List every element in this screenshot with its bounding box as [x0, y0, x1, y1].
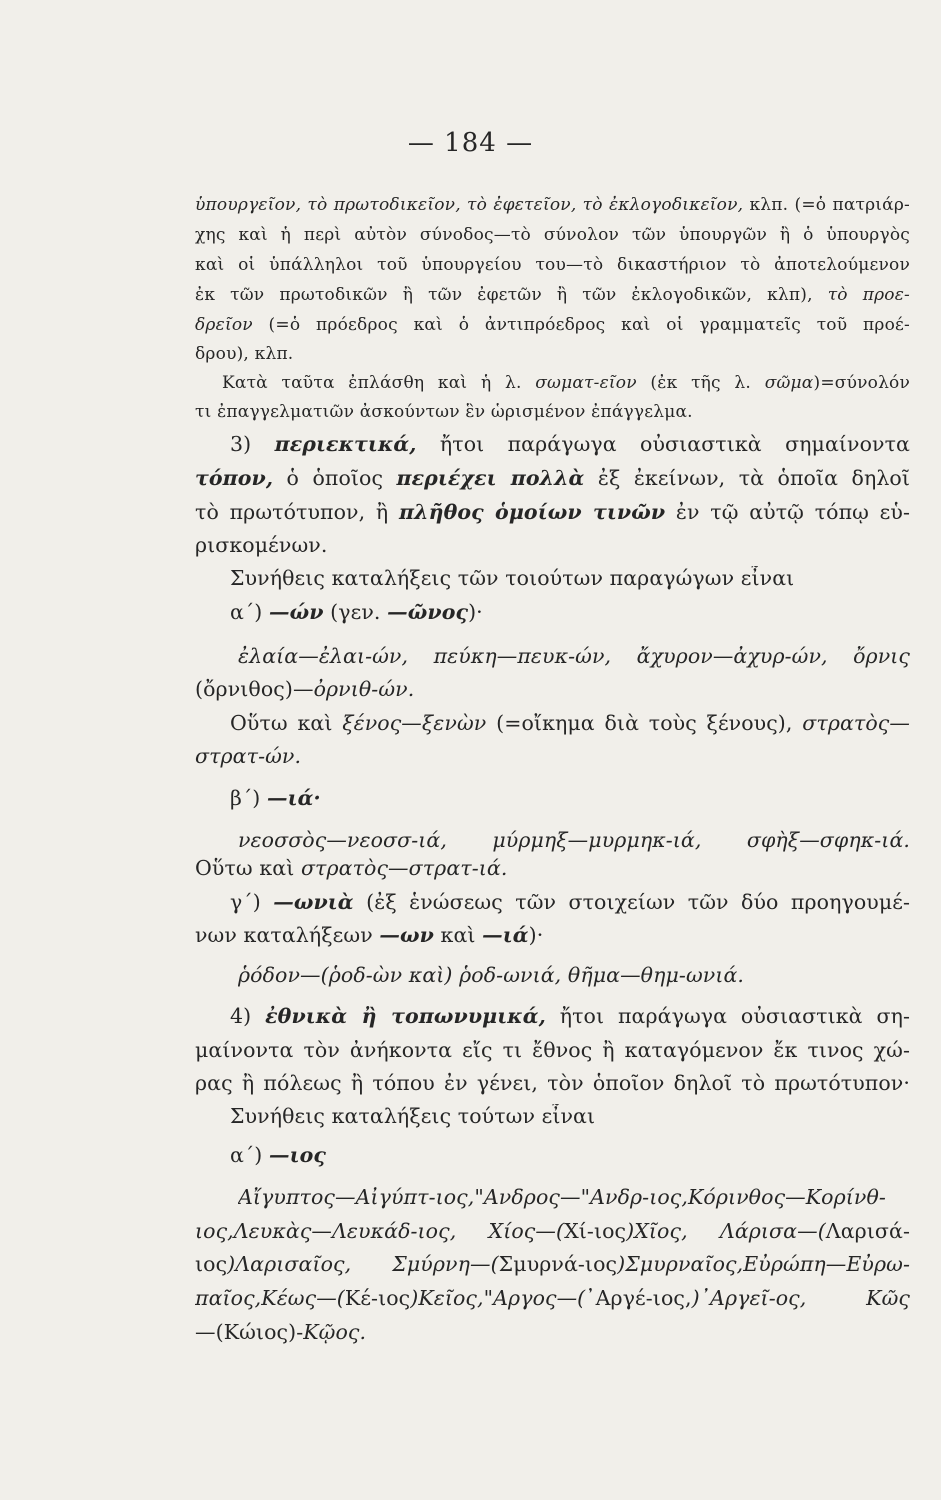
- text-line: Αἴγυπτος—Αἰγύπτ-ιος,"Ανδρος—"Ανδρ-ιος,Κόρινθος—Κορίνθ-: [238, 1185, 886, 1209]
- text-line: νων καταλήξεων —ων καὶ —ιά)·: [195, 923, 544, 947]
- text-line: χης καὶ ἡ περὶ αὐτὸν σύνοδος—τὸ σύνολον τῶν ὑπουργῶν ἢ ὁ ὑπουργὸς: [195, 225, 910, 245]
- text-line: γ΄) —ωνιὰ (ἐξ ἑνώσεως τῶν στοιχείων τῶν δύο προηγουμέ-: [230, 890, 910, 914]
- text-line: 3) περιεκτικά, ἤτοι παράγωγα οὐσιαστικὰ σημαίνοντα: [230, 432, 910, 456]
- text-line: ἐκ τῶν πρωτοδικῶν ἢ τῶν ἐφετῶν ἢ τῶν ἐκλογοδικῶν, κλπ), τὸ προε-: [195, 285, 910, 305]
- text-line: δρεῖον (=ὁ πρόεδρος καὶ ὁ ἀντιπρόεδρος καὶ οἱ γραμματεῖς τοῦ προέ-: [195, 315, 910, 335]
- text-line: ρισκομένων.: [195, 533, 328, 557]
- text-line: ῥόδον—(ῥοδ-ὼν καὶ) ῥοδ-ωνιά, θῆμα—θημ-ωνιά.: [238, 963, 745, 987]
- text-line: Συνήθεις καταλήξεις τῶν τοιούτων παραγώγων εἶναι: [230, 566, 795, 590]
- text-line: Συνήθεις καταλήξεις τούτων εἶναι: [230, 1104, 596, 1128]
- text-line: δρου), κλπ.: [195, 344, 294, 364]
- text-line: β΄) —ιά·: [230, 786, 321, 810]
- text-line: —(Κώιος)-Κῷος.: [195, 1320, 367, 1344]
- text-line: 4) ἐθνικὰ ἢ τοπωνυμικά, ἤτοι παράγωγα οὐσιαστικὰ ση-: [230, 1004, 910, 1028]
- page-number: — 184 —: [407, 128, 534, 158]
- text-line: καὶ οἱ ὑπάλληλοι τοῦ ὑπουργείου του—τὸ δικαστήριον τὸ ἀποτελούμενον: [195, 255, 910, 275]
- text-line: (ὄρνιθος)—ὀρνιθ-ών.: [195, 677, 415, 701]
- text-line: τι ἐπαγγελματιῶν ἀσκούντων ἓν ὡρισμένον ἐπάγγελμα.: [195, 402, 693, 422]
- text-line: α΄) —ών (γεν. —ῶνος)·: [230, 600, 483, 624]
- text-line: ιος)Λαρισαῖος, Σμύρνη—(Σμυρνά-ιος)Σμυρναῖος,Εὐρώπη—Εὐρω-: [195, 1252, 910, 1276]
- text-line: Οὕτω καὶ ξένος—ξενὼν (=οἴκημα διὰ τοὺς ξένους), στρατὸς—: [230, 711, 910, 735]
- text-line: ρας ἢ πόλεως ἢ τόπου ἐν γένει, τὸν ὁποῖον δηλοῖ τὸ πρωτότυπον·: [195, 1071, 910, 1095]
- text-line: τόπον, ὁ ὁποῖος περιέχει πολλὰ ἐξ ἐκείνων, τὰ ὁποῖα δηλοῖ: [195, 466, 910, 490]
- text-line: ἐλαία—ἐλαι-ών, πεύκη—πευκ-ών, ἄχυρον—ἀχυρ-ών, ὄρνις: [238, 644, 910, 668]
- text-line: Οὕτω καὶ στρατὸς—στρατ-ιά.: [195, 856, 508, 880]
- text-line: μαίνοντα τὸν ἀνήκοντα εἴς τι ἔθνος ἢ καταγόμενον ἔκ τινος χώ-: [195, 1038, 910, 1062]
- text-line: α΄) —ιος: [230, 1143, 326, 1167]
- text-line: Κατὰ ταῦτα ἐπλάσθη καὶ ἡ λ. σωματ-εῖον (ἐκ τῆς λ. σῶμα)=σύνολόν: [222, 373, 910, 393]
- text-line: στρατ-ών.: [195, 744, 302, 768]
- text-line: νεοσσὸς—νεοσσ-ιά, μύρμηξ—μυρμηκ-ιά, σφὴξ—σφηκ-ιά.: [238, 828, 910, 852]
- text-line: παῖος,Κέως—(Κέ-ιος)Κεῖος,"Αργος—(᾿Αργέ-ιος,)᾿Αργεῖ-ος, Κῶς: [195, 1286, 910, 1310]
- text-line: ὑπουργεῖον, τὸ πρωτοδικεῖον, τὸ ἐφετεῖον, τὸ ἐκλογοδικεῖον, κλπ. (=ὁ πατριάρ-: [195, 195, 910, 215]
- text-line: τὸ πρωτότυπον, ἢ πλῆθος ὁμοίων τινῶν ἐν τῷ αὐτῷ τόπῳ εὑ-: [195, 500, 910, 524]
- text-line: ιος,Λευκὰς—Λευκάδ-ιος, Χίος—(Χί-ιος)Χῖος, Λάρισα—(Λαρισά-: [195, 1219, 910, 1243]
